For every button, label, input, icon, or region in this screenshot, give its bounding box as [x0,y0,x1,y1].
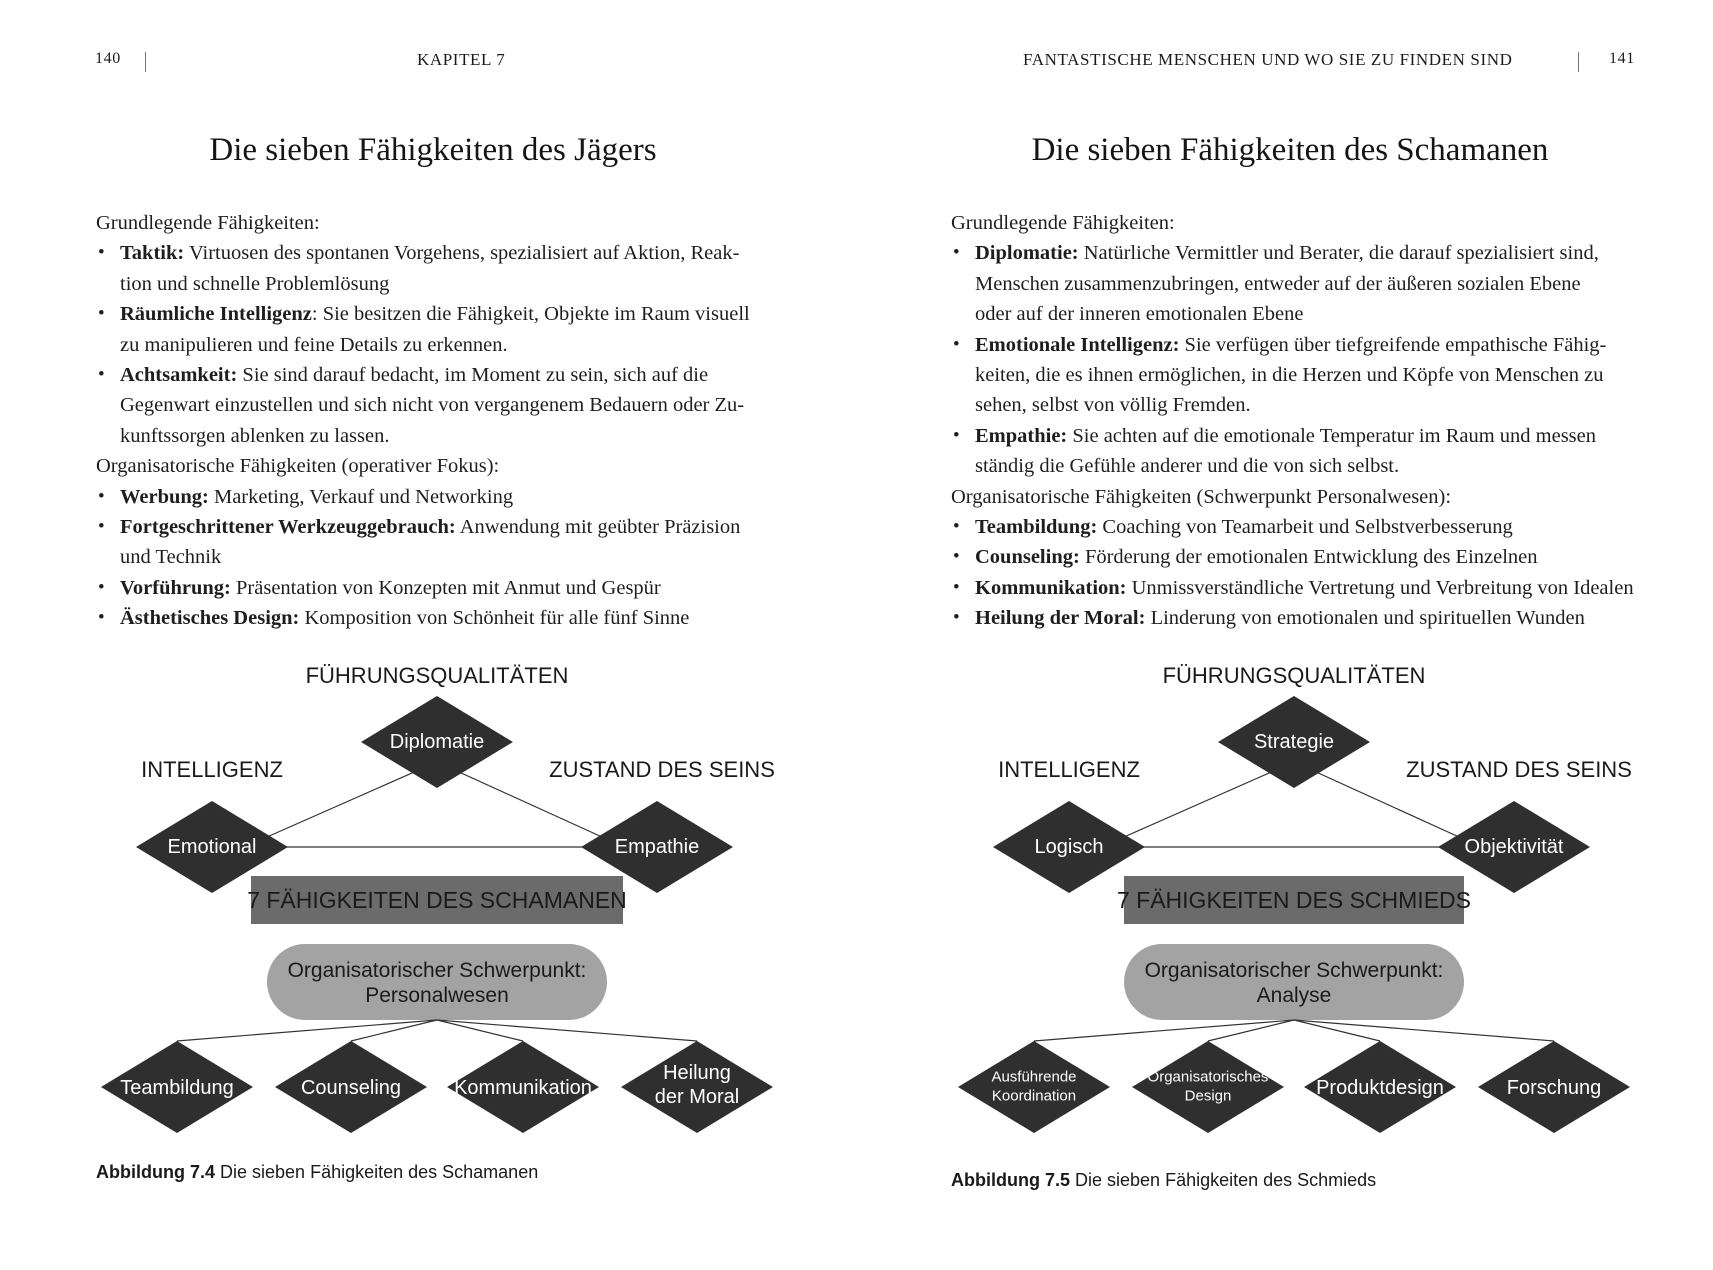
skill-description-line: und Technik [120,546,222,569]
skill-description-line: Coaching von Teamarbeit und Selbstverbesserung [1097,516,1513,539]
focus-pill-line2: Personalwesen [365,984,509,1007]
diagram-top-label: FÜHRUNGSQUALITÄTEN [1162,663,1426,688]
skill-description-line: Präsentation von Konzepten mit Anmut und Gespür [230,576,661,599]
basic-skills-heading: Grundlegende Fähigkeiten: [96,212,320,234]
diamond-label-right: Objektivität [1464,836,1564,858]
skill-description-line: Menschen zusammenzubringen, entweder auf der äußeren sozialen Ebene [975,272,1581,295]
focus-pill [1124,944,1464,1020]
diamond-label-top: Strategie [1253,731,1335,753]
page-number: 141 [1609,50,1635,67]
page-title: Die sieben Fähigkeiten des Jägers [209,132,657,168]
right-page [857,0,1713,1270]
skill-term: Räumliche Intelligenz [120,303,312,326]
diagram-left-label: INTELLIGENZ [141,757,283,782]
skill-term: Kommunikation: [975,576,1127,599]
figure-caption-text: Die sieben Fähigkeiten des Schmieds [1075,1170,1377,1190]
diamond-label-bottom: Counseling [300,1077,402,1099]
diamond-label-right: Empathie [614,836,700,858]
diagram-left-label: INTELLIGENZ [998,757,1140,782]
basic-skills-heading: Grundlegende Fähigkeiten: [951,212,1175,234]
skill-term: Fortgeschrittener Werkzeuggebrauch: [120,516,456,539]
connector-line [267,762,437,837]
skill-term: Empathie: [975,424,1068,447]
skill-description-line: Sie sind darauf bedacht, im Moment zu sein, sich auf die [237,364,709,387]
connector-line [1294,1020,1554,1041]
diamond-label-bottom: Heilung [663,1062,731,1084]
connector-line [1034,1020,1294,1041]
skill-description-line: tion und schnelle Problemlösung [120,272,390,295]
skill-description-line: Förderung der emotionalen Entwicklung des Einzelnen [1079,546,1538,569]
skill-description-line: : Sie besitzen die Fähigkeit, Objekte im Raum visuell [311,303,750,326]
diamond-label-bottom: Ausführende [991,1068,1077,1086]
skill-description-line: Marketing, Verkauf und Networking [208,485,514,508]
title-banner-label: 7 FÄHIGKEITEN DES SCHAMANEN [247,887,627,913]
running-head: FANTASTISCHE MENSCHEN UND WO SIE ZU FINDEN SIND [1023,50,1513,69]
page-title: Die sieben Fähigkeiten des Schamanen [1031,132,1549,168]
skills-diagram [857,0,1713,1270]
skill-description-line: Komposition von Schönheit für alle fünf Sinne [299,607,690,630]
skill-term: Ästhetisches Design: [120,607,300,630]
connector-line [1124,762,1294,837]
skill-term: Achtsamkeit: [120,364,238,387]
skill-description-line: Virtuosen des spontanen Vorgehens, spezialisiert auf Aktion, Reak- [184,242,740,265]
figure-caption [96,1162,538,1183]
skill-term: Emotionale Intelligenz: [975,333,1180,356]
skill-description-line: Natürliche Vermittler und Berater, die darauf spezialisiert sind, [1078,242,1599,265]
left-page [0,0,856,1270]
org-skills-heading: Organisatorische Fähigkeiten (Schwerpunkt Personalwesen): [951,485,1452,508]
skill-term: Taktik: [120,242,185,265]
page-number: 140 [95,50,121,67]
diamond-label-bottom: Produktdesign [1316,1077,1444,1099]
skill-description-line: zu manipulieren und feine Details zu erkennen. [120,333,508,356]
skill-term: Heilung der Moral: [975,607,1146,630]
diagram-right-label: ZUSTAND DES SEINS [549,757,775,782]
figure-number: Abbildung 7.5 [951,1170,1070,1190]
diamond-label-bottom: Design [1184,1087,1232,1105]
diamond-label-bottom: Teambildung [120,1077,234,1099]
connector-line [177,1020,437,1041]
skill-term: Werbung: [120,485,209,508]
skill-description-line: sehen, selbst von völlig Fremden. [975,394,1251,417]
skill-description-line: Sie achten auf die emotionale Temperatur im Raum und messen [1067,424,1597,447]
skill-description-line: Unmissverständliche Vertretung und Verbreitung von Idealen [1126,576,1634,599]
connector-line [437,1020,697,1041]
skill-description-line: Sie verfügen über tiefgreifende empathische Fähig- [1179,333,1607,356]
skill-term: Vorführung: [120,576,231,599]
figure-caption-text: Die sieben Fähigkeiten des Schamanen [220,1162,539,1182]
focus-pill-line1: Organisatorischer Schwerpunkt: [1144,959,1444,982]
skill-term: Counseling: [975,546,1080,569]
focus-pill [267,944,607,1020]
diamond-label-bottom: Koordination [991,1087,1077,1105]
figure-caption [951,1170,1376,1191]
skill-term: Diplomatie: [975,242,1079,265]
skill-description-line: keiten, die es ihnen ermöglichen, in die Herzen und Köpfe von Menschen zu [975,364,1604,387]
skill-description-line: Linderung von emotionalen und spirituellen Wunden [1145,607,1585,630]
running-head: KAPITEL 7 [417,50,506,69]
diagram-right-label: ZUSTAND DES SEINS [1406,757,1632,782]
focus-pill-line1: Organisatorischer Schwerpunkt: [287,959,587,982]
figure-number: Abbildung 7.4 [96,1162,215,1182]
diamond-label-left: Logisch [1034,836,1104,858]
skill-term: Teambildung: [975,516,1098,539]
skill-description-line: oder auf der inneren emotionalen Ebene [975,303,1304,326]
diamond-label-bottom: Forschung [1506,1077,1602,1099]
diamond-label-bottom: der Moral [654,1086,740,1108]
focus-pill-line2: Analyse [1256,984,1332,1007]
diamond-label-bottom: Kommunikation [454,1077,592,1099]
diamond-label-left: Emotional [167,836,257,858]
diamond-label-top: Diplomatie [389,731,485,753]
skill-description-line: kunftssorgen ablenken zu lassen. [120,424,390,447]
skill-description-line: Anwendung mit geübter Präzision [455,516,741,539]
diagram-top-label: FÜHRUNGSQUALITÄTEN [305,663,569,688]
org-skills-heading: Organisatorische Fähigkeiten (operativer Fokus): [96,455,500,478]
skill-description-line: Gegenwart einzustellen und sich nicht von vergangenem Bedauern oder Zu- [120,394,745,417]
skills-diagram [0,0,856,1270]
title-banner-label: 7 FÄHIGKEITEN DES SCHMIEDS [1116,887,1472,913]
diamond-label-bottom: Organisatorisches [1147,1068,1269,1086]
skill-description-line: ständig die Gefühle anderer und die von sich selbst. [975,455,1400,478]
